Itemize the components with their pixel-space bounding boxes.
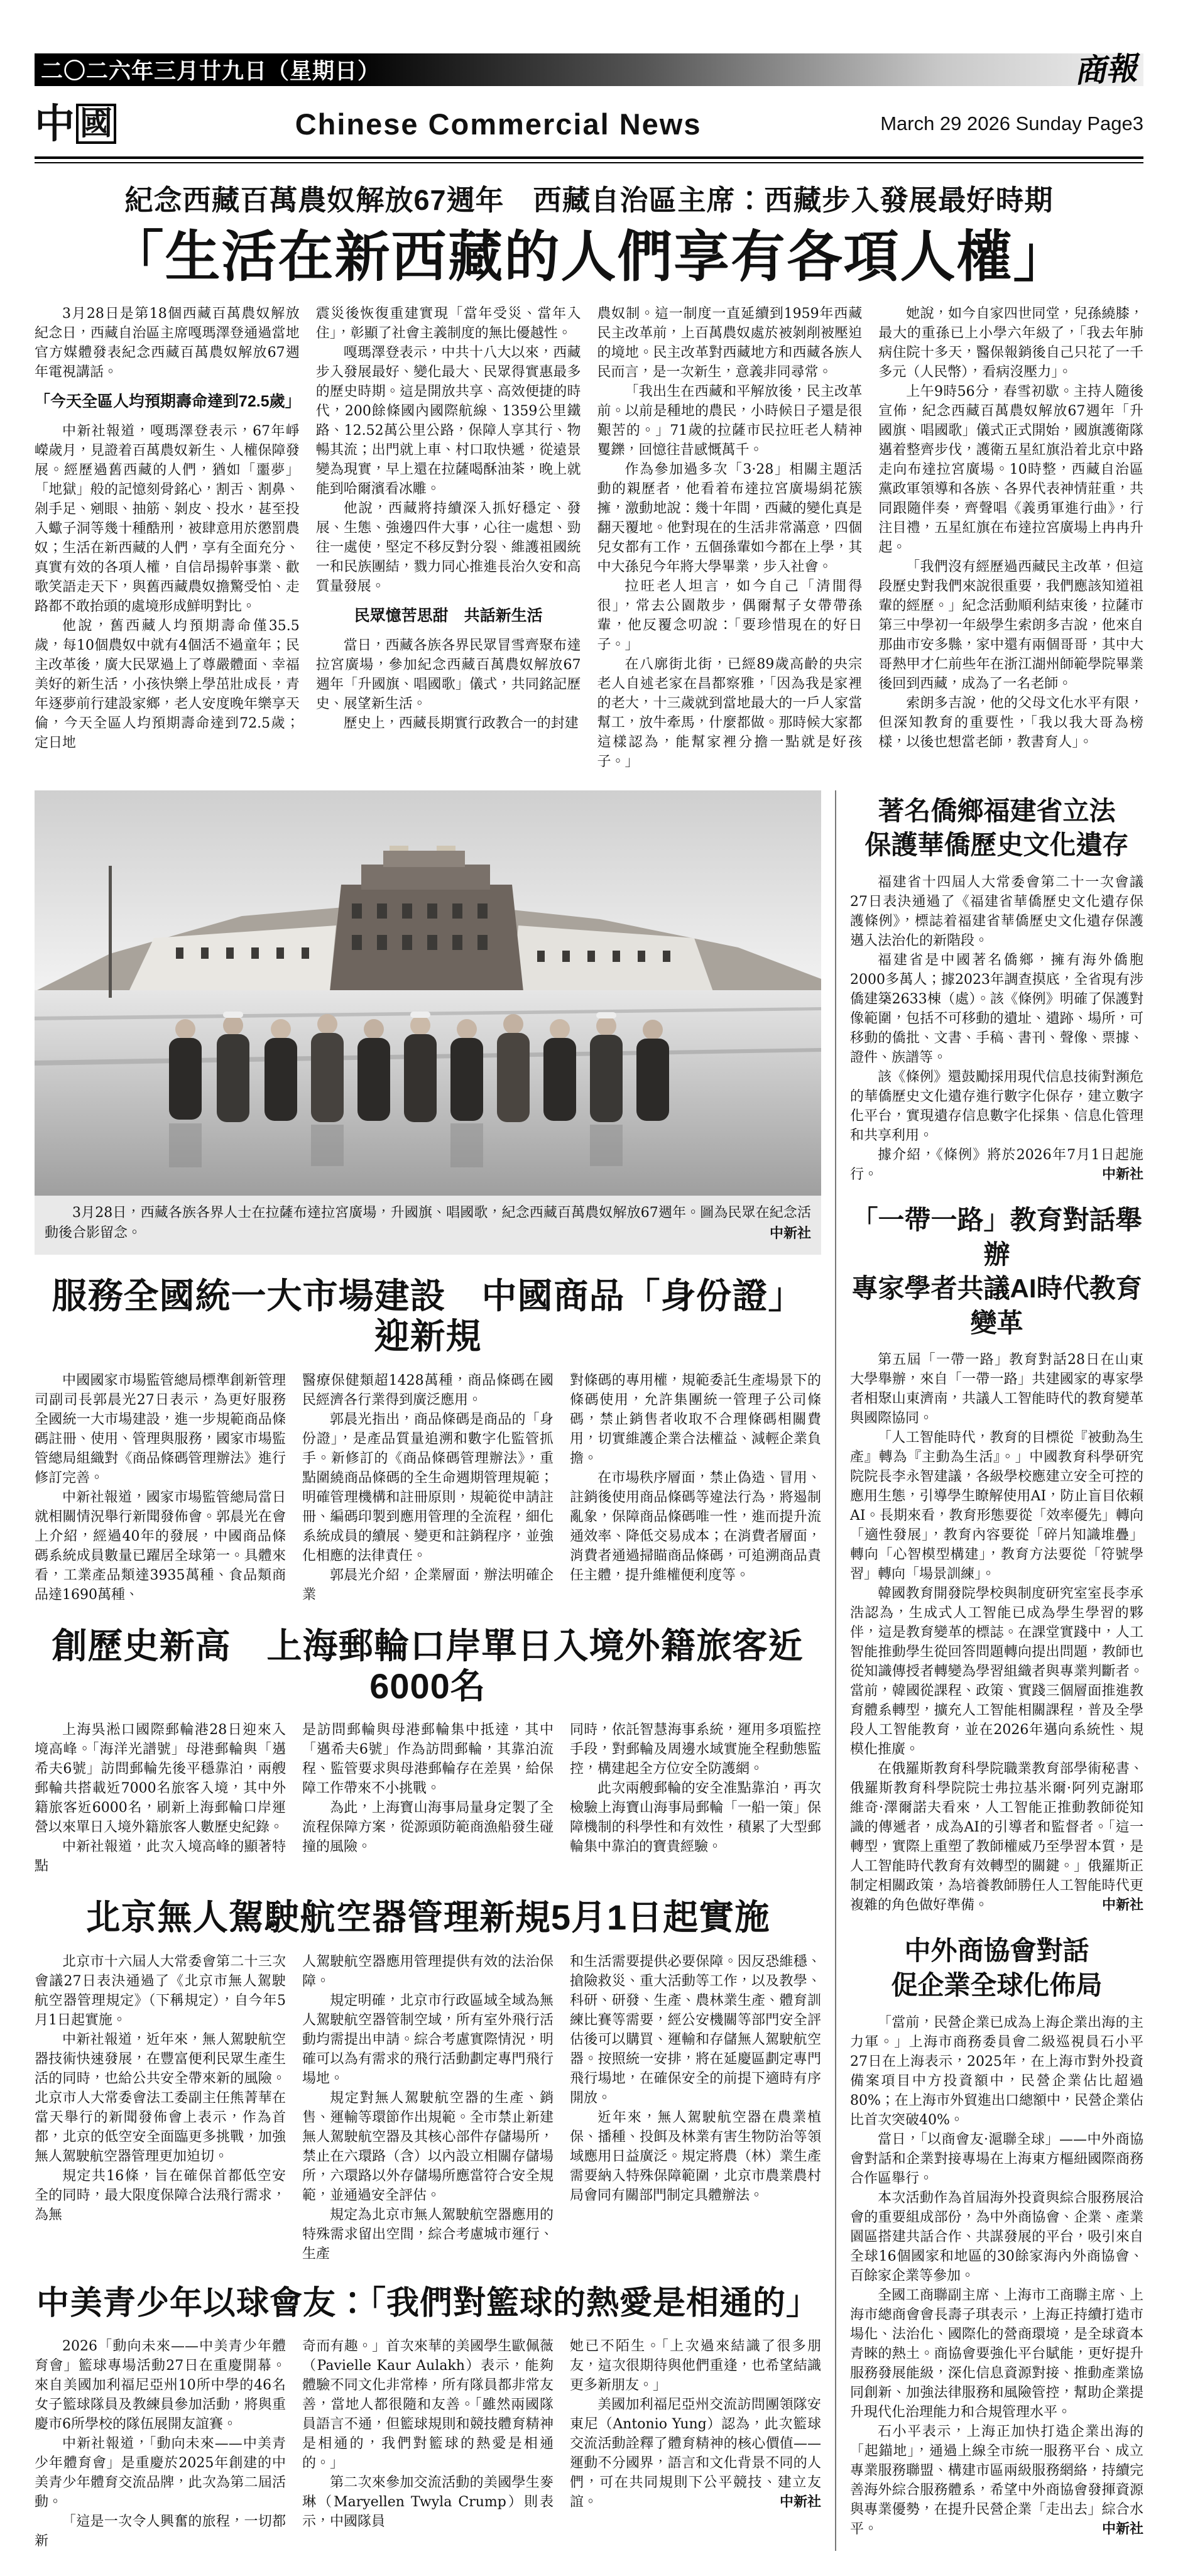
article-subhead: 「今天全區人均預期壽命達到72.5歲」 xyxy=(35,392,301,410)
article-column xyxy=(302,1720,554,1876)
byline: 中新社 xyxy=(779,2493,821,2510)
article-paragraph: 第五屆「一帶一路」教育對話28日在山東大學舉辦，來自「一帶一路」共建國家的專家學者相聚山東濟南，共議人工智能時代的教育變革與國際協同。 xyxy=(850,1352,1143,1427)
article-column xyxy=(302,1371,554,1605)
article-fujian-legislation xyxy=(850,794,1143,1184)
article-paragraph: 中新社報道，近年來，無人駕駛航空器技術快速發展，在豐富便利民眾生產生活的同時，也給公共安全帶來新的風險。北京市人大常委會法工委副主任熊菁華在當天舉行的新聞發佈會上表示，作為首都，北京的低空安全面臨更多挑戰，加強無人駕駛航空器管理更加迫切。 xyxy=(35,2031,286,2164)
article-column xyxy=(570,2337,821,2551)
article-paragraph: 他說，舊西藏人均預期壽命僅35.5歲，每10個農奴中就有4個活不過童年；民主改革後，廣大民眾過上了尊嚴體面、幸福美好的新生活，小孩快樂上學茁壯成長，青年逐夢前行建設家鄉，老人安度晚年樂享天倫，今天全區人均預期壽命達到72.5歲；定日地 xyxy=(35,618,300,751)
article-barcode-rules xyxy=(35,1276,821,1605)
article-paragraph: 郭晨光指出，商品條碼是商品的「身份證」，是產品質量追溯和數字化監管抓手。新修訂的《商品條碼管理辦法》，重點圍繞商品條碼的全生命週期管理規範；明確管理機構和註冊原則，規範從申請註冊、編碼印製到應用管理的全流程，細化系統成員的續展、變更和註銷程序，並強化相應的法律責任。 xyxy=(302,1411,554,1564)
headline-line-2: 專家學者共議AI時代教育變革 xyxy=(851,1274,1142,1338)
article-paragraph: 和生活需要提供必要保障。因反恐維穩、搶險救災、重大活動等工作，以及教學、科研、研發、生產、農林業生產、體育訓練比賽等需要，經公安機關等部門安全評估後可以購買、運輸和存儲無人駕駛航空器。按照統一安排，將在延慶區劃定專門飛行場地，在確保安全的前提下適時有序開放。 xyxy=(570,1953,821,2106)
article-paragraph: 震災後恢復重建實現「當年受災、當年入住」，彰顯了社會主義制度的無比優越性。 xyxy=(315,305,581,341)
article-basketball-exchange xyxy=(35,2285,821,2551)
article-paragraph: 規定明確，北京市行政區域全域為無人駕駛航空器管制空域，所有室外飛行活動均需提出申請。綜合考慮實際情況，明確可以為有需求的飛行活動劃定專門飛行場地。 xyxy=(302,1992,554,2087)
newspaper-page xyxy=(0,49,1178,2576)
article-paragraph: 在市場秩序層面，禁止偽造、冒用、註銷後使用商品條碼等違法行為，將遏制亂象，保障商品條碼唯一性，進而提升流通效率、降低交易成本；在消費者層面，消費者通過掃瞄商品條碼，可追溯商品責任主體，提升維權便利度等。 xyxy=(570,1470,821,1583)
lower-left-region xyxy=(35,790,821,2551)
article-paragraph: 中新社報道，此次入境高峰的顯著特點 xyxy=(35,1839,286,1875)
article-column xyxy=(302,2337,554,2551)
byline: 中新社 xyxy=(1101,2520,1143,2537)
news-photo-block xyxy=(35,790,821,1255)
potala-palace-photo xyxy=(35,790,821,1196)
article-belt-road-education xyxy=(850,1203,1143,1915)
lower-section xyxy=(35,790,1143,2551)
article-paragraph: 3月28日是第18個西藏百萬農奴解放紀念日，西藏自治區主席嘎瑪澤登通過當地官方媒體發表紀念西藏百萬農奴解放67週年電視講話。 xyxy=(35,305,300,380)
article-paragraph: 作為參加過多次「3·28」相關主題活動的親歷者，他看着布達拉宮廣場絹花簇擁，激動地說：幾十年間，西藏的變化真是翻天覆地。他對現在的生活非常滿意，四個兒女都有工作，五個孫輩如今都在上學，其中大孫兒今年將大學畢業，步入社會。 xyxy=(597,461,863,575)
article-paragraph: 她已不陌生。「上次過來結識了很多朋友，這次很期待與他們重逢，也希望結識更多新朋友。」 xyxy=(570,2338,821,2393)
date-english: March 29 2026 Sunday Page3 xyxy=(880,112,1143,134)
right-rail xyxy=(835,790,1143,2551)
article-paragraph: 2026「動向未來——中美青少年體育會」籃球專場活動27日在重慶開幕。來自美國加利福尼亞州10所中學的46名女子籃球隊員及教練員參加活動，將與重慶市6所學校的隊伍展開友誼賽。 xyxy=(35,2338,286,2432)
article-paragraph: 「這是一次令人興奮的旅程，一切都新 xyxy=(35,2513,286,2549)
article-headline: 北京無人駕駛航空器管理新規5月1日起實施 xyxy=(85,1897,771,1938)
article-paragraph: 「當前，民營企業已成為上海企業出海的主力軍。」上海市商務委員會二級巡視員石小平27日在上海表示，2025年，在上海市對外投資備案項目中方投資額中，民營企業佔比超過80%；在上海市外貿進出口總額中，民營企業佔比首次突破40%。 xyxy=(850,2014,1143,2128)
article-column xyxy=(35,1371,286,1605)
headline-line-1: 中外商協會對話 xyxy=(904,1936,1089,1966)
article-body xyxy=(35,1720,821,1876)
section-label xyxy=(35,101,116,146)
article-paragraph: 醫療保健類超1428萬種，商品條碼在國民經濟各行業得到廣泛應用。 xyxy=(302,1372,554,1408)
article-paragraph: 福建省十四屆人大常委會第二十一次會議27日表決通過了《福建省華僑歷史文化遺存保護條例》，標誌着福建省華僑歷史文化遺存保護邁入法治化的新階段。 xyxy=(850,874,1143,949)
article-column xyxy=(35,304,300,772)
article-paragraph: 此次兩艘郵輪的安全准點靠泊，再次檢驗上海寶山海事局郵輪「一船一策」保障機制的科學性和有效性，積累了大型郵輪集中靠泊的寶貴經驗。 xyxy=(570,1781,821,1855)
article-body xyxy=(850,873,1143,1184)
article-paragraph: 中新社報道，「動向未來——中美青少年體育會」是重慶於2025年創建的中美青少年體育交流品牌，此次為第二屆活動。 xyxy=(35,2435,286,2510)
article-paragraph: 中新社報道，嘎瑪澤登表示，67年崢嶸歲月，見證着百萬農奴新生、人權保障發展。經歷過舊西藏的人們，猶如「噩夢」「地獄」般的記憶刻骨銘心，割舌、割鼻、剁手足、剜眼、抽筋、剝皮、投水，甚至投入蠍子洞等幾十種酷刑，被肆意用於懲罰農奴；生活在新西藏的人們，享有全面充分、真實有效的各項人權，自信昂揚幹事業、歡歌笑語走天下，與舊西藏農奴擔驚受怕、走路都不敢抬頭的處境形成鮮明對比。 xyxy=(35,423,300,614)
article-paragraph: 石小平表示，上海正加快打造企業出海的「起錨地」，通過上線全市統一服務平台、成立專業服務聯盟、構建市區兩級服務網絡，持續完善海外綜合服務體系，希望中外商協會發揮資源與專業優勢，在提升民營企業「走出去」綜合水平。 xyxy=(850,2423,1143,2537)
article-chamber-dialogue xyxy=(850,1934,1143,2538)
article-paragraph: 在俄羅斯教育科學院職業教育部學術秘書、俄羅斯教育科學院院士弗拉基米爾·阿列克謝耶維奇·澤爾諾夫看來，人工智能正推動教師從知識的傳遞者，成為AI的引導者和監督者。「這一轉型，實際上重塑了教師權威乃至學習本質，是人工智能時代教育有效轉型的關鍵。」俄羅斯正制定相關政策，為培養教師勝任人工智能時代更複雜的角色做好準備。 xyxy=(850,1761,1143,1914)
masthead-divider xyxy=(35,156,1143,163)
article-paragraph: 他說，西藏將持續深入抓好穩定、發展、生態、強邊四件大事，心往一處想、勁往一處使，堅定不移反對分裂、維護祖國統一和民族團結，戮力同心推進長治久安和高質量發展。 xyxy=(315,500,581,594)
article-headline xyxy=(850,794,1143,863)
article-paragraph: 近年來，無人駕駛航空器在農業植保、播種、投餌及林業有害生物防治等領域應用日益廣泛。規定將農（林）業生產需要納入特殊保障範圍，北京市農業農村局會同有關部門制定具體辦法。 xyxy=(570,2109,821,2203)
article-body xyxy=(850,1350,1143,1915)
byline: 中新社 xyxy=(1101,1897,1143,1914)
article-column xyxy=(597,304,863,772)
article-paragraph: 上午9時56分，春雪初歇。主持人隨後宣佈，紀念西藏百萬農奴解放67週年「升國旗、唱國歌」儀式正式開始，國旗護衛隊邁着整齊步伐，護衛五星紅旗沿着北京中路走向布達拉宮廣場。10時整，西藏自治區黨政軍領導和各族、各界代表神情莊重，共同跟隨伴奏，齊聲唱《義勇軍進行曲》，行注目禮，五星紅旗在布達拉宮廣場上冉冉升起。 xyxy=(878,383,1143,555)
article-paragraph: 農奴制。這一制度一直延續到1959年西藏民主改革前，上百萬農奴處於被剝削被壓迫的境地。民主改革對西藏地方和西藏各族人民而言，是一次新生，意義非同尋常。 xyxy=(597,305,863,380)
article-paragraph: 歷史上，西藏長期實行政教合一的封建 xyxy=(343,715,579,731)
article-column xyxy=(850,873,1143,1184)
article-paragraph: 人駕駛航空器應用管理提供有效的法治保障。 xyxy=(302,1953,554,1989)
section-char-2-boxed: 國 xyxy=(76,104,116,144)
article-paragraph: 索朗多吉說，他的父母文化水平有限，但深知教育的重要性，「我以我大哥為榜樣，以後也想當老師，教書育人」。 xyxy=(878,695,1143,750)
headline-line-1: 著名僑鄉福建省立法 xyxy=(878,795,1116,826)
lead-headline: 「生活在新西藏的人們享有各項人權」 xyxy=(108,226,1070,288)
article-paragraph: 「人工智能時代，教育的目標從『被動為生產』轉為『主動為生活』。」中國教育科學研究院院長李永智建議，各級學校應建立安全可控的應用生態，引導學生瞭解使用AI，防止盲目依賴AI。長期來看，教育形態要從「效率優先」轉向「適性發展」，教育內容要從「碎片知識堆疊」轉向「心智模型構建」，教育方法要從「符號學習」轉向「場景訓練」。 xyxy=(850,1430,1143,1583)
article-headline: 中美青少年以球會友：「我們對籃球的熱愛是相通的」 xyxy=(36,2284,819,2322)
article-paragraph: 是訪問郵輪與母港郵輪集中抵達，其中「邁希夫6號」作為訪問郵輪，其靠泊流程、監管要求與母港郵輪存在差異，給保障工作帶來不小挑戰。 xyxy=(302,1722,554,1797)
article-paragraph: 本次活動作為首屆海外投資與綜合服務展洽會的重要組成部份，為中外商協會、企業、產業園區搭建共話合作、共謀發展的平台，吸引來自全球16個國家和地區的30餘家海內外商協會、百餘家企業等參加。 xyxy=(850,2190,1143,2284)
article-body xyxy=(35,1371,821,1605)
article-paragraph: 郭晨光介紹，企業層面，辦法明確企業 xyxy=(302,1567,554,1603)
article-column xyxy=(35,2337,286,2551)
article-paragraph: 同時，依託智慧海事系統，運用多項監控手段，對郵輪及周邊水域實施全程動態監控，構建起全方位安全防護網。 xyxy=(570,1722,821,1777)
article-body xyxy=(35,1952,821,2264)
article-drone-regulation xyxy=(35,1897,821,2263)
photo-credit: 中新社 xyxy=(769,1225,811,1242)
article-paragraph: 奇而有趣。」首次來華的美國學生歐佩薇（Pavielle Kaur Aulakh）表示，能夠體驗不同文化非常棒，所有隊員都非常友善，當地人都很隨和友善。「雖然兩國隊員語言不通，但籃球規則和競技體育精神是相通的，我們對籃球的熱愛是相通的。」 xyxy=(302,2338,554,2471)
newspaper-title-en: Chinese Commercial News xyxy=(295,107,702,141)
lead-kicker: 紀念西藏百萬農奴解放67週年 西藏自治區主席：西藏步入發展最好時期 xyxy=(124,184,1054,216)
article-cruise-record xyxy=(35,1626,821,1877)
article-paragraph: 為此，上海寶山海事局量身定製了全流程保障方案，從源頭防範商漁船發生碰撞的風險。 xyxy=(302,1800,554,1855)
article-paragraph: 嘎瑪澤登表示，中共十八大以來，西藏步入發展最好、變化最大、民眾得實惠最多的歷史時期。這是開放共享、高效便捷的時代，200餘條國內國際航線、1359公里鐵路、12.52萬公里公路，保障人享其行、物暢其流；出門就上車、村口取快遞，從遠景變為現實，早上還在拉薩喝酥油茶，晚上就能到哈爾濱看冰雕。 xyxy=(315,344,581,497)
article-subhead: 民眾憶苦思甜 共話新生活 xyxy=(354,606,543,625)
article-paragraph: 北京市十六屆人大常委會第二十三次會議27日表決通過了《北京市無人駕駛航空器管理規定》（下稱規定），自今年5月1日起實施。 xyxy=(35,1953,286,2028)
article-paragraph: 對條碼的專用權，規範委託生產場景下的條碼使用，允許集團統一管理子公司條碼，禁止銷售者收取不合理條碼相關費用，切實維護企業合法權益、減輕企業負擔。 xyxy=(570,1372,821,1466)
headline-line-2: 促企業全球化佈局 xyxy=(891,1970,1103,2000)
byline: 中新社 xyxy=(1101,1165,1143,1182)
article-paragraph: 全國工商聯副主席、上海市工商聯主席、上海市總商會會長壽子琪表示，上海正持續打造市場化、法治化、國際化的營商環境，是全球資本青睞的熱土。商協會要強化平台賦能，更好提升服務發展能級，深化信息資源對接、推動產業協同創新、加強法律服務和風險管控，幫助企業提升現代化治理能力和合規管理水平。 xyxy=(850,2287,1143,2420)
article-column xyxy=(35,1720,286,1876)
photo-caption xyxy=(35,1196,821,1255)
article-paragraph: 當日，「以商會友·滬聯全球」——中外商協會對話和企業對接專場在上海東方樞紐國際商務合作區舉行。 xyxy=(850,2131,1143,2186)
article-column xyxy=(850,2013,1143,2539)
article-paragraph: 第二次來參加交流活動的美國學生麥琳（Maryellen Twyla Crump）則表示，中國隊員 xyxy=(302,2474,554,2530)
article-paragraph: 美國加利福尼亞州交流訪問團領隊安東尼（Antonio Yung）認為，此次籃球交流活動詮釋了體育精神的核心價值——運動不分國界，語言和文化背景不同的人們，可在共同規則下公平競技、建立友誼。 xyxy=(570,2396,821,2510)
article-column xyxy=(570,1952,821,2264)
article-paragraph: 在八廓街北街，已經89歲高齡的央宗老人自述老家在昌都察雅，「因為我是家裡的老大，十三歲就到當地最大的一戶人家當幫工，放牛牽馬，什麼都做。那時候大家都這樣認為，能幫家裡分擔一點就是好孩子。」 xyxy=(597,656,863,770)
article-paragraph: 當日，西藏各族各界民眾冒雪齊聚布達拉宮廣場，參加紀念西藏百萬農奴解放67週年「升國旗、唱國歌」儀式，共同銘記歷史、展望新生活。 xyxy=(315,637,581,712)
article-paragraph: 拉旺老人坦言，如今自己「清閒得很」，常去公園散步，偶爾幫子女帶帶孫輩，他反覆念叨說：「要珍惜現在的好日子。」 xyxy=(597,578,863,653)
lead-article-body xyxy=(35,304,1143,772)
article-paragraph: 韓國教育開發院學校與制度研究室室長李承浩認為，生成式人工智能已成為學生學習的夥伴，這是教育變革的標誌。在課堂實踐中，人工智能推動學生從回答問題轉向提出問題，教師也從知識傳授者轉變為學習組織者與專業判斷者。當前，韓國從課程、政策、實踐三個層面推進教育體系轉型，擴充人工智能相關課程，普及全學段人工智能教育，並在2026年邁向系統性、規模化推廣。 xyxy=(850,1586,1143,1758)
article-paragraph: 規定為北京市無人駕駛航空器應用的特殊需求留出空間，綜合考慮城市運行、生產 xyxy=(302,2207,554,2262)
article-paragraph: 中新社報道，國家市場監管總局當日就相關情況舉行新聞發佈會。郭晨光在會上介紹，經過40年的發展，中國商品條碼系統成員數量已躍居全球第一。具體來看，工業產品類達3935萬種、食品類商品達1690萬種、 xyxy=(35,1489,286,1603)
date-chinese: 二〇二六年三月廿九日（星期日） xyxy=(41,59,381,84)
newspaper-brand-logo: 商報 xyxy=(1073,49,1138,90)
article-column xyxy=(302,1952,554,2264)
article-headline: 服務全國統一大市場建設 中國商品「身份證」迎新規 xyxy=(52,1275,804,1356)
article-paragraph: 據介紹，《條例》將於2026年7月1日起施行。 xyxy=(850,1147,1143,1182)
article-paragraph: 上海吳淞口國際郵輪港28日迎來入境高峰。「海洋光譜號」母港郵輪與「邁希夫6號」訪問郵輪先後平穩靠泊，兩艘郵輪共搭載近7000名旅客入境，其中外籍旅客近6000名，刷新上海郵輪口岸運營以來單日入境外籍旅客人數歷史紀錄。 xyxy=(35,1722,286,1836)
article-body xyxy=(850,2013,1143,2539)
section-char-1: 中 xyxy=(35,101,75,146)
article-headline xyxy=(850,1203,1143,1340)
article-column xyxy=(316,304,581,772)
headline-line-1: 「一帶一路」教育對話舉辦 xyxy=(851,1204,1142,1269)
article-paragraph: 規定對無人駕駛航空器的生產、銷售、運輸等環節作出規範。全市禁止新建無人駕駛航空器及其核心部件存儲場所，禁止在六環路（含）以內設立相關存儲場所，六環路以外存儲場所應當符合安全規範，並通過安全評估。 xyxy=(302,2090,554,2203)
masthead-bar xyxy=(35,49,1143,90)
article-column xyxy=(570,1720,821,1876)
article-paragraph: 她說，如今自家四世同堂，兒孫繞膝，最大的重孫已上小學六年級了，「我去年肺病住院十多天，醫保報銷後自己只花了一千多元（人民幣），看病沒壓力」。 xyxy=(878,305,1143,380)
article-paragraph: 中國國家市場監管總局標準創新管理司副司長郭晨光27日表示，為更好服務全國統一大市場建設，進一步規範商品條碼註冊、使用、管理與服務，國家市場監管總局組織對《商品條碼管理辦法》進行修訂完善。 xyxy=(35,1372,286,1486)
article-column xyxy=(570,1371,821,1605)
article-body xyxy=(35,2337,821,2551)
article-column xyxy=(850,1350,1143,1915)
article-paragraph: 福建省是中國著名僑鄉，擁有海外僑胞2000多萬人；據2023年調查摸底，全省現有涉僑建築2633棟（處）。該《條例》明確了保護對像範圍，包括不可移動的遺址、遺跡、場所，可移動的僑批、文書、手稿、書刊、聲像、票據、證件、族譜等。 xyxy=(850,952,1143,1066)
photo-caption-text: 3月28日，西藏各族各界人士在拉薩布達拉宮廣場，升國旗、唱國歌，紀念西藏百萬農奴解放67週年。圖為民眾在紀念活動後合影留念。 xyxy=(45,1204,811,1241)
article-column xyxy=(35,1952,286,2264)
article-paragraph: 「我出生在西藏和平解放後，民主改革前。以前是種地的農民，小時候日子還是很艱苦的。」71歲的拉薩市民拉旺老人精神矍鑠，回憶往昔感慨萬千。 xyxy=(597,383,863,458)
article-paragraph: 該《條例》還鼓勵採用現代信息技術對瀕危的華僑歷史文化遺存進行數字化保存，建立數字化平台，實現遺存信息數字化採集、信息化管理和共享利用。 xyxy=(850,1069,1143,1143)
masthead-row xyxy=(35,95,1143,153)
headline-line-2: 保護華僑歷史文化遺存 xyxy=(864,830,1129,860)
article-paragraph: 規定共16條，旨在確保首都低空安全的同時，最大限度保障合法飛行需求，為無 xyxy=(35,2168,286,2223)
article-headline: 創歷史新高 上海郵輪口岸單日入境外籍旅客近6000名 xyxy=(52,1625,804,1706)
article-headline xyxy=(850,1934,1143,2002)
article-paragraph: 「我們沒有經歷過西藏民主改革，但這段歷史對我們來說很重要，我們應該知道祖輩的經歷。」紀念活動順利結束後，拉薩市第三中學初一年級學生索朗多吉說，他來自那曲市安多縣，家中還有兩個哥哥，其中大哥熱甲才仁前些年在浙江湖州師範學院畢業後回到西藏，成為了一名老師。 xyxy=(878,559,1143,692)
article-column xyxy=(878,304,1143,772)
